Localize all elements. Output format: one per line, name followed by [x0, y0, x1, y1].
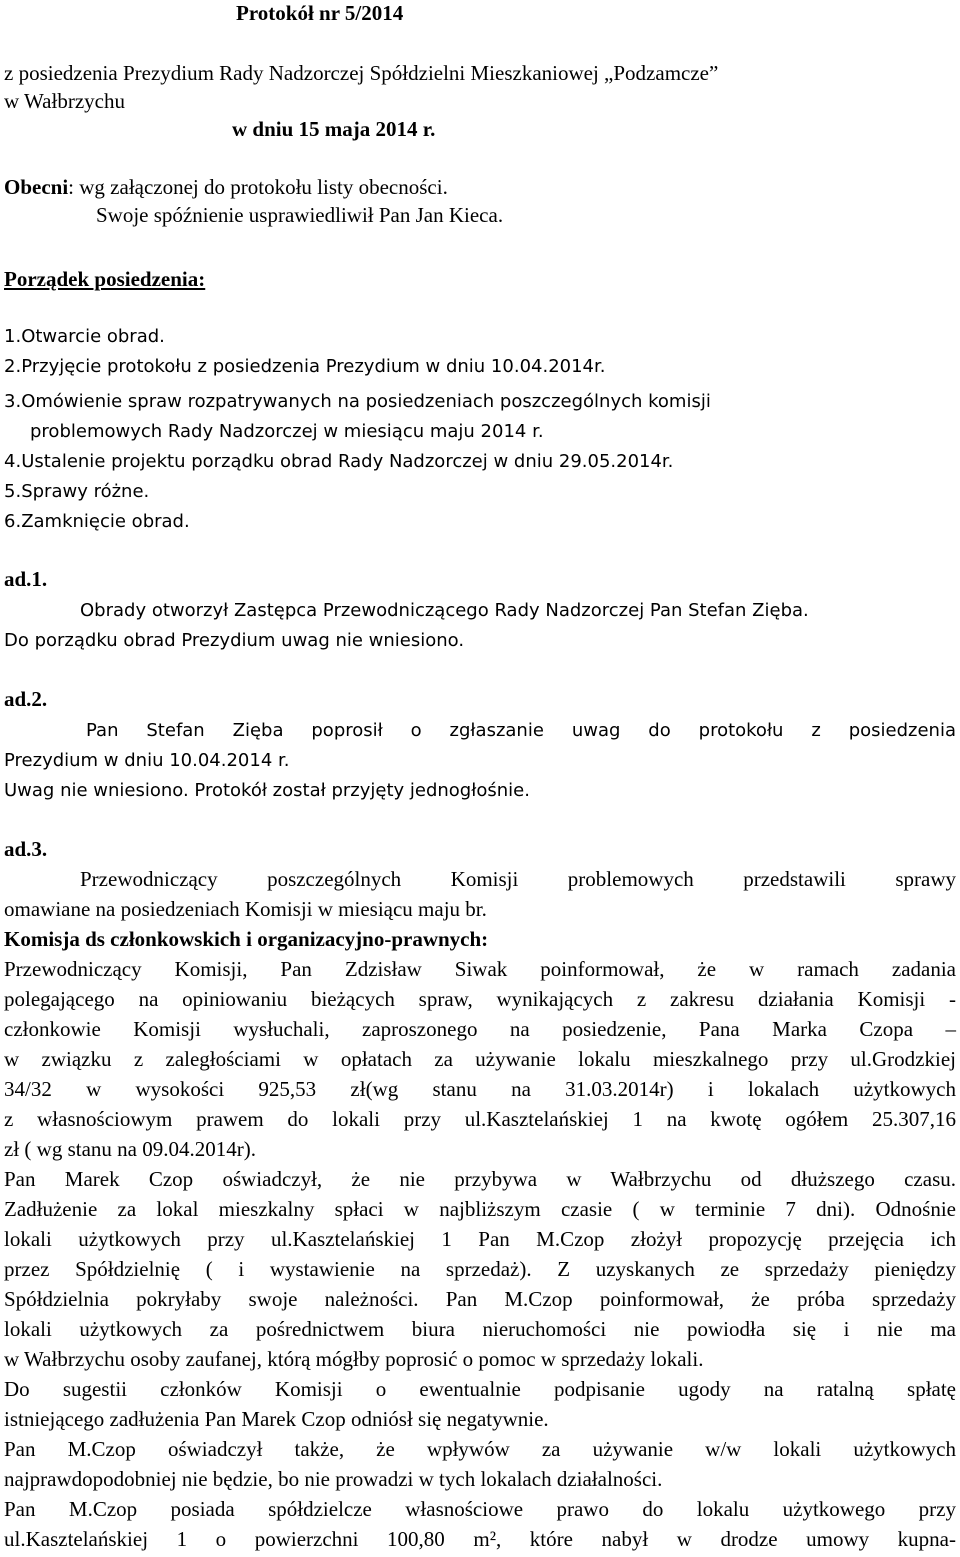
ad2-line-3: Uwag nie wniesiono. Protokół został przyjęty jednogłośnie. [4, 780, 530, 801]
commission-line-17: Pan M.Czop oświadczył także, że wpływów za używanie w/w lokali użytkowych [4, 1437, 956, 1461]
agenda-item-number: 5. [4, 481, 22, 502]
agenda-item-3 [4, 388, 956, 415]
ad1-line-1: Obrady otworzył Zastępca Przewodniczącego Rady Nadzorczej Pan Stefan Zięba. [80, 600, 809, 621]
commission-line-13: lokali użytkowych za pośrednictwem biura nieruchomości nie powiodła się i nie ma [4, 1317, 956, 1341]
attendance-label: Obecni [4, 175, 69, 199]
meeting-date: w dniu 15 maja 2014 r. [232, 117, 436, 141]
agenda-item-4 [4, 448, 956, 475]
section-ad3-label: ad.3. [4, 837, 48, 861]
agenda-item-text: Przyjęcie protokołu z posiedzenia Prezydium w dniu 10.04.2014r. [21, 356, 606, 377]
ad1-line-2: Do porządku obrad Prezydium uwag nie wniesiono. [4, 630, 465, 651]
commission-heading: Komisja ds członkowskich i organizacyjno-prawnych: [4, 927, 489, 951]
agenda-item-text: Sprawy różne. [21, 481, 150, 502]
commission-line-4: w związku z zaległościami w opłatach za używanie lokalu mieszkalnego przy ul.Grodzkiej [4, 1047, 956, 1071]
intro-line-2: w Wałbrzychu [4, 89, 125, 113]
commission-line-12: Spółdzielnia pokryłaby swoje należności. Pan M.Czop poinformował, że próba sprzedaży [4, 1287, 956, 1311]
commission-line-10: lokali użytkowych przy ul.Kasztelańskiej 1 Pan M.Czop złożył propozycję przejęcia ich [4, 1227, 956, 1251]
agenda-heading: Porządek posiedzenia: [4, 267, 206, 291]
agenda-item-6 [4, 508, 956, 535]
agenda-item-text: Omówienie spraw rozpatrywanych na posiedzeniach poszczególnych komisji [21, 391, 711, 412]
agenda-item-number: 2. [4, 356, 22, 377]
commission-line-5: 34/32 w wysokości 925,53 zł(wg stanu na 31.03.2014r) i lokalach użytkowych [4, 1077, 956, 1101]
commission-line-6: z własnościowym prawem do lokali przy ul.Kasztelańskiej 1 na kwotę ogółem 25.307,16 [4, 1107, 956, 1131]
intro-line-1: z posiedzenia Prezydium Rady Nadzorczej Spółdzielni Mieszkaniowej „Podzamcze” [4, 61, 719, 85]
agenda-item-3-continued: problemowych Rady Nadzorczej w miesiącu maju 2014 r. [30, 421, 544, 442]
agenda-item-text: Otwarcie obrad. [21, 326, 165, 347]
agenda-item-number: 3. [4, 391, 22, 412]
commission-line-16: istniejącego zadłużenia Pan Marek Czop odniósł się negatywnie. [4, 1407, 549, 1431]
commission-line-1: Przewodniczący Komisji, Pan Zdzisław Siwak poinformował, że w ramach zadania [4, 957, 956, 981]
commission-line-20: ul.Kasztelańskiej 1 o powierzchni 100,80 m², które nabył w drodze umowy kupna- [4, 1527, 956, 1551]
document-title: Protokół nr 5/2014 [236, 1, 404, 25]
commission-line-7: zł ( wg stanu na 09.04.2014r). [4, 1137, 256, 1161]
section-ad2-label: ad.2. [4, 687, 48, 711]
agenda-item-text: Ustalenie projektu porządku obrad Rady Nadzorczej w dniu 29.05.2014r. [21, 451, 674, 472]
commission-line-19: Pan M.Czop posiada spółdzielcze własnościowe prawo do lokalu użytkowego przy [4, 1497, 956, 1521]
ad3-line-1: Przewodniczący poszczególnych Komisji problemowych przedstawili sprawy [80, 867, 956, 891]
ad2-line-2: Prezydium w dniu 10.04.2014 r. [4, 750, 290, 771]
agenda-item-text: Zamknięcie obrad. [21, 511, 190, 532]
attendance-text: : wg załączonej do protokołu listy obecności. [68, 175, 448, 199]
ad2-line-1: Pan Stefan Zięba poprosił o zgłaszanie uwag do protokołu z posiedzenia [86, 720, 956, 741]
commission-line-8: Pan Marek Czop oświadczył, że nie przybywa w Wałbrzychu od dłuższego czasu. [4, 1167, 956, 1191]
ad3-line-2: omawiane na posiedzeniach Komisji w miesiącu maju br. [4, 897, 487, 921]
commission-line-9: Zadłużenie za lokal mieszkalny spłaci w najbliższym czasie ( w terminie 7 dni). Odnośnie [4, 1197, 956, 1221]
agenda-item-number: 1. [4, 326, 22, 347]
commission-line-3: członkowie Komisji wysłuchali, zaproszonego na posiedzenie, Pana Marka Czopa – [4, 1017, 956, 1041]
attendance-line [4, 174, 956, 201]
agenda-item-2 [4, 353, 956, 380]
agenda-item-number: 4. [4, 451, 22, 472]
commission-line-2: polegającego na opiniowaniu bieżących spraw, wynikających z zakresu działania Komisji - [4, 987, 956, 1011]
commission-line-14: w Wałbrzychu osoby zaufanej, którą mógłby poprosić o pomoc w sprzedaży lokali. [4, 1347, 704, 1371]
section-ad1-label: ad.1. [4, 567, 48, 591]
commission-line-18: najprawdopodobniej nie będzie, bo nie prowadzi w tych lokalach działalności. [4, 1467, 663, 1491]
commission-line-11: przez Spółdzielnię ( i wystawienie na sprzedaż). Z uzyskanych ze sprzedaży pieniędzy [4, 1257, 956, 1281]
attendance-note: Swoje spóźnienie usprawiedliwił Pan Jan Kieca. [96, 203, 504, 227]
agenda-item-5 [4, 478, 956, 505]
agenda-item-number: 6. [4, 511, 22, 532]
agenda-item-1 [4, 323, 956, 350]
commission-line-15: Do sugestii członków Komisji o ewentualnie podpisanie ugody na ratalną spłatę [4, 1377, 956, 1401]
